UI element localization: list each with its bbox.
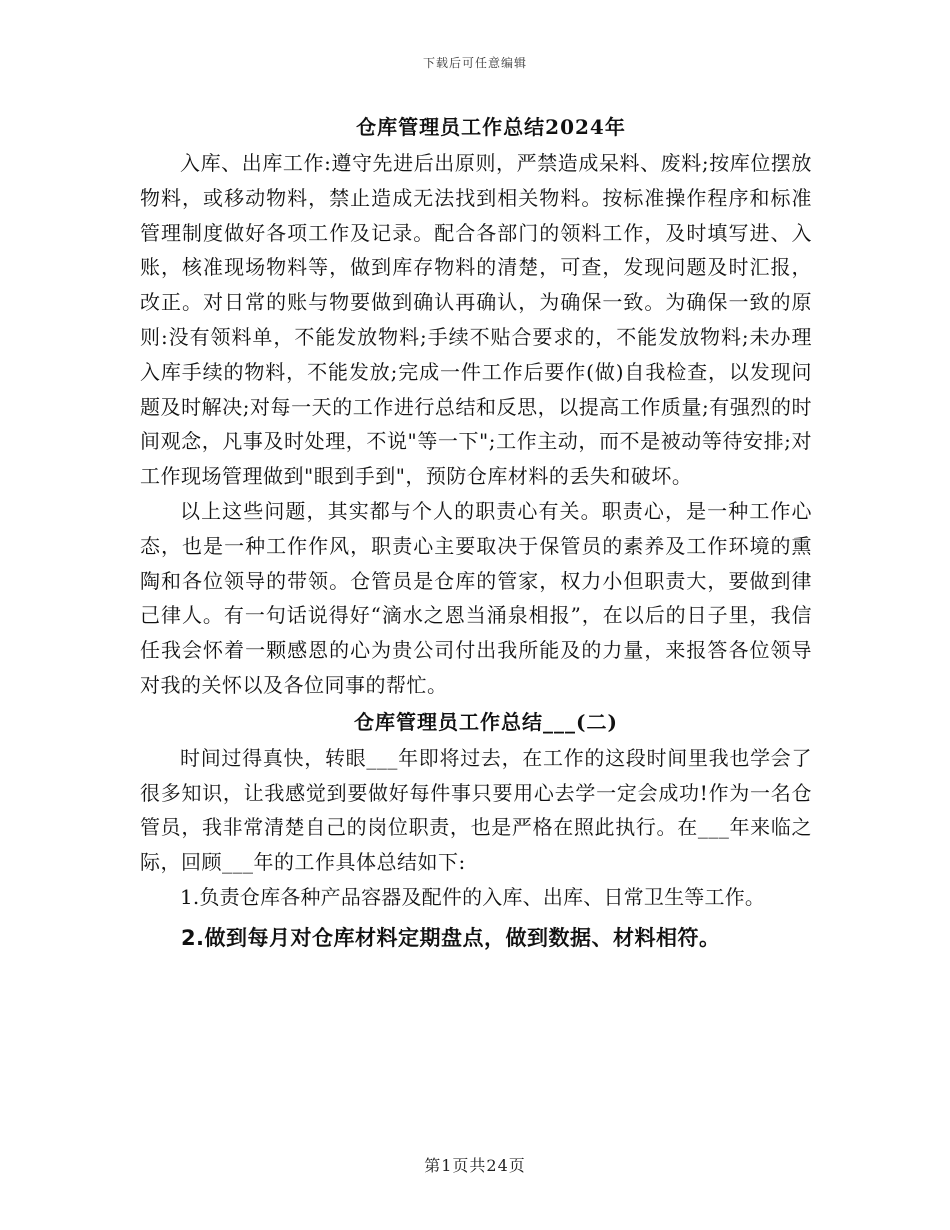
- section-title-1: 仓库管理员工作总结2024年: [356, 115, 626, 139]
- document-body: [140, 108, 812, 957]
- list-item-2: 2.做到每月对仓库材料定期盘点，做到数据、材料相符。: [180, 925, 721, 950]
- paragraph-responsibility: 以上这些问题，其实都与个人的职责心有关。职责心，是一种工作心态，也是一种工作作风，职责心主要取决于保管员的素养及工作环境的熏陶和各位领导的带领。仓管员是仓库的管家，权力小但职责大，要做到律己律人。有一句话说得好“滴水之恩当涌泉相报”，在以后的日子里，我信任我会怀着一颗感恩的心为贵公司付出我所能及的力量，来报答各位领导对我的关怀以及各位同事的帮忙。: [140, 498, 812, 697]
- paragraph-summary-intro: 时间过得真快，转眼___年即将过去，在工作的这段时间里我也学会了很多知识，让我感觉到要做好每件事只要用心去学一定会成功!作为一名仓管员，我非常清楚自己的岗位职责，也是严格在照此执行。在___年来临之际，回顾___年的工作具体总结如下:: [140, 745, 812, 875]
- header-note: 下载后可任意编辑: [422, 56, 527, 70]
- list-item-1: 1.负责仓库各种产品容器及配件的入库、出库、日常卫生等工作。: [180, 884, 766, 909]
- section-title-2: 仓库管理员工作总结___(二): [354, 709, 618, 734]
- paragraph-inbound-outbound: 入库、出库工作:遵守先进后出原则，严禁造成呆料、废料;按库位摆放物料，或移动物料，禁止造成无法找到相关物料。按标准操作程序和标准管理制度做好各项工作及记录。配合各部门的领料工作，及时填写进、入账，核准现场物料等，做到库存物料的清楚，可查，发现问题及时汇报，改正。对日常的账与物要做到确认再确认，为确保一致。为确保一致的原则:没有领料单，不能发放物料;手续不贴合要求的，不能发放物料;未办理入库手续的物料，不能发放;完成一件工作后要作(做)自我检查，以发现问题及时解决;对每一天的工作进行总结和反思，以提高工作质量;有强烈的时间观念，凡事及时处理，不说"等一下";工作主动，而不是被动等待安排;对工作现场管理做到"眼到手到"，预防仓库材料的丢失和破坏。: [140, 151, 812, 489]
- page-number: 第1页共24页: [424, 1156, 526, 1175]
